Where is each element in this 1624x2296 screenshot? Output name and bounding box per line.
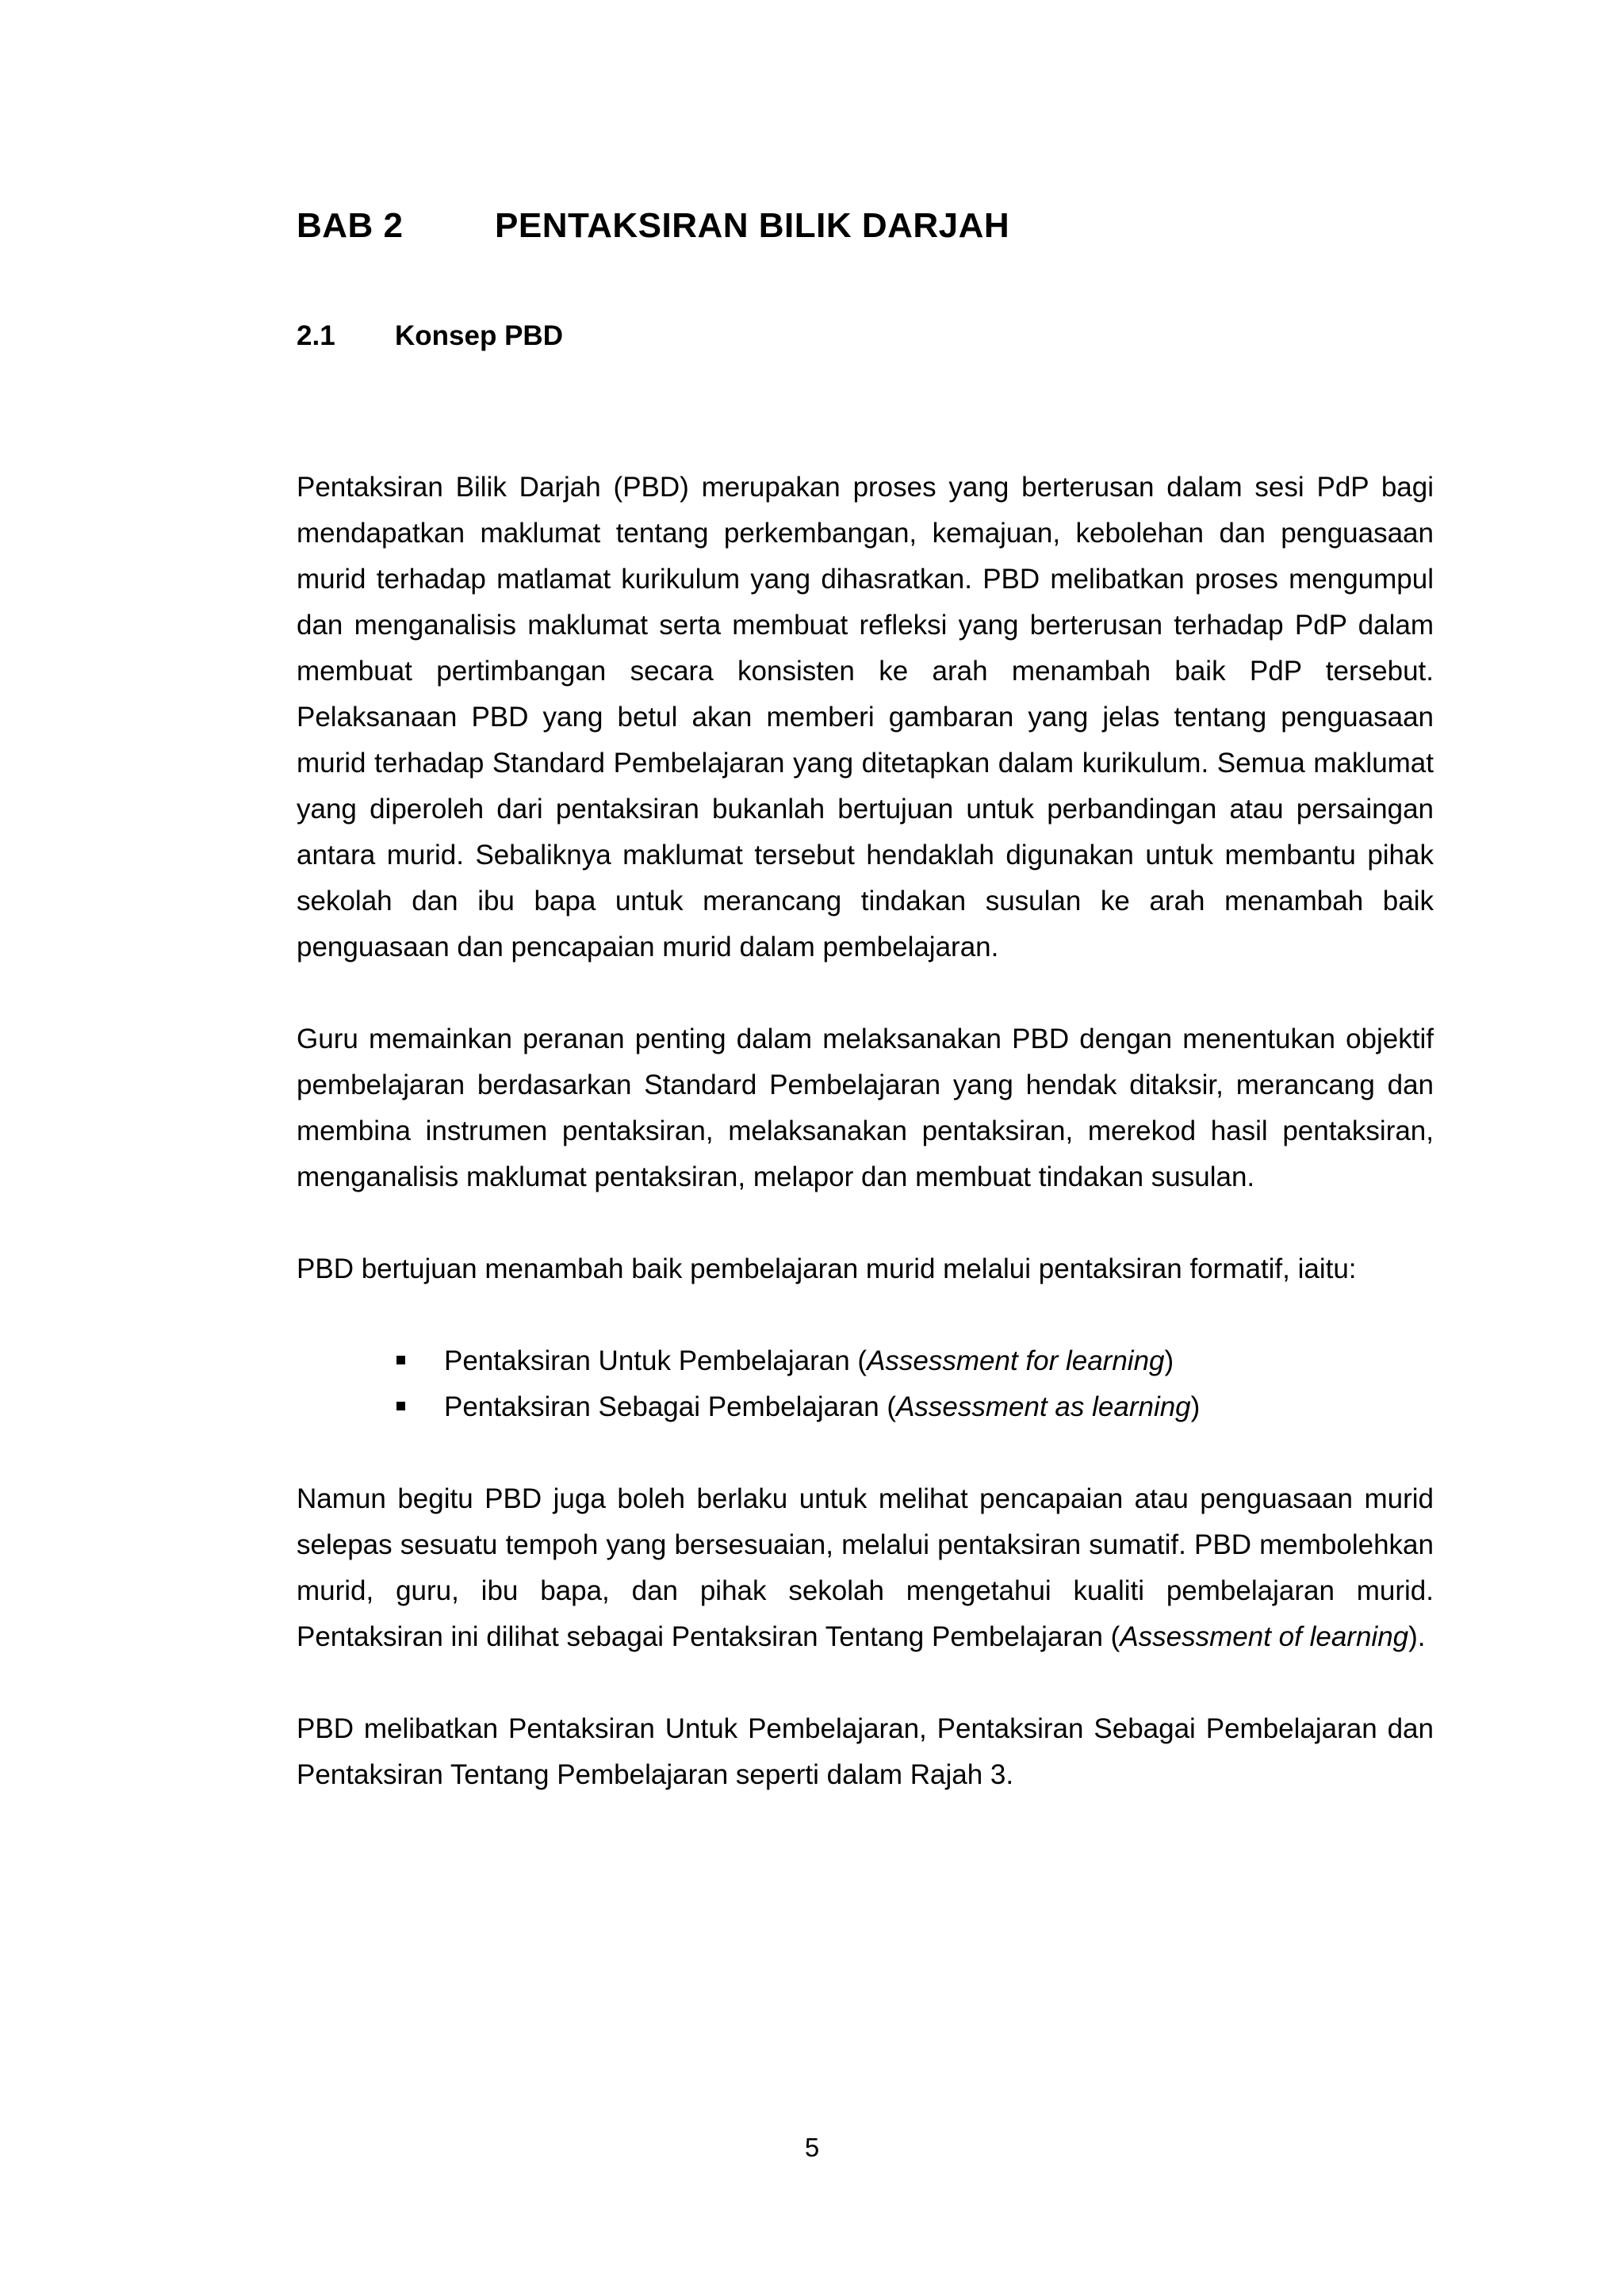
paragraph-concept: Pentaksiran Bilik Darjah (PBD) merupakan proses yang berterusan dalam sesi PdP bagi mendapatkan maklumat tentang perkembangan, kemajuan, kebolehan dan penguasaan murid terhadap matlamat kurikulum yang dihasratkan. PBD melibatkan proses mengumpul dan menganalisis maklumat serta membuat refleksi yang berterusan terhadap PdP dalam membuat pertimbangan secara konsisten ke arah menambah baik PdP tersebut. Pelaksanaan PBD yang betul akan memberi gambaran yang jelas tentang penguasaan murid terhadap Standard Pembelajaran yang ditetapkan dalam kurikulum. Semua maklumat yang diperoleh dari pentaksiran bukanlah bertujuan untuk perbandingan atau persaingan antara murid. Sebaliknya maklumat tersebut hendaklah digunakan untuk membantu pihak sekolah dan ibu bapa untuk merancang tindakan susulan ke arah menambah baik penguasaan dan pencapaian murid dalam pembelajaran. (297, 472, 1434, 962)
paragraph-summative (297, 1476, 1434, 1660)
square-bullet-icon (396, 1402, 405, 1410)
list-item-text-end: ) (1164, 1345, 1174, 1376)
formative-assessment-list (297, 1338, 1434, 1430)
paragraph-teacher-role: Guru memainkan peranan penting dalam melaksanakan PBD dengan menentukan objektif pembelajaran berdasarkan Standard Pembelajaran yang hendak ditaksir, merancang dan membina instrumen pentaksiran, melaksanakan pentaksiran, merekod hasil pentaksiran, menganalisis maklumat pentaksiran, melapor dan membuat tindakan susulan. (297, 1024, 1434, 1192)
paragraph-purpose: PBD bertujuan menambah baik pembelajaran murid melalui pentaksiran formatif, iaitu: (297, 1253, 1357, 1284)
chapter-title: PENTAKSIRAN BILIK DARJAH (495, 206, 1010, 245)
section-number: 2.1 (297, 320, 335, 351)
chapter-number: BAB 2 (297, 206, 404, 245)
page-number: 5 (804, 2133, 820, 2162)
list-item (396, 1384, 1434, 1430)
list-item-italic: Assessment for learning (867, 1345, 1165, 1376)
paragraph-summative-italic: Assessment of learning (1120, 1621, 1409, 1652)
square-bullet-icon (396, 1356, 405, 1364)
list-item-text-end: ) (1190, 1391, 1201, 1422)
chapter-heading (297, 190, 1434, 262)
paragraph-conclusion: PBD melibatkan Pentaksiran Untuk Pembelajaran, Pentaksiran Sebagai Pembelajaran dan Pentaksiran Tentang Pembelajaran seperti dalam Rajah 3. (297, 1713, 1434, 1790)
list-item-italic: Assessment as learning (896, 1391, 1191, 1422)
list-item-text: Pentaksiran Untuk Pembelajaran ( (444, 1345, 868, 1376)
section-title: Konsep PBD (395, 320, 563, 351)
list-item-text: Pentaksiran Sebagai Pembelajaran ( (444, 1391, 897, 1422)
section-heading (297, 312, 1434, 360)
paragraph-summative-text: Namun begitu PBD juga boleh berlaku untuk melihat pencapaian atau penguasaan murid selepas sesuatu tempoh yang bersesuaian, melalui pentaksiran sumatif. PBD membolehkan murid, guru, ibu bapa, dan pihak sekolah mengetahui kualiti pembelajaran murid. Pentaksiran ini dilihat sebagai Pentaksiran Tentang Pembelajaran ( (297, 1483, 1434, 1652)
page-content (297, 190, 1434, 1798)
list-item (396, 1338, 1434, 1384)
paragraph-summative-text-end: ). (1408, 1621, 1426, 1652)
